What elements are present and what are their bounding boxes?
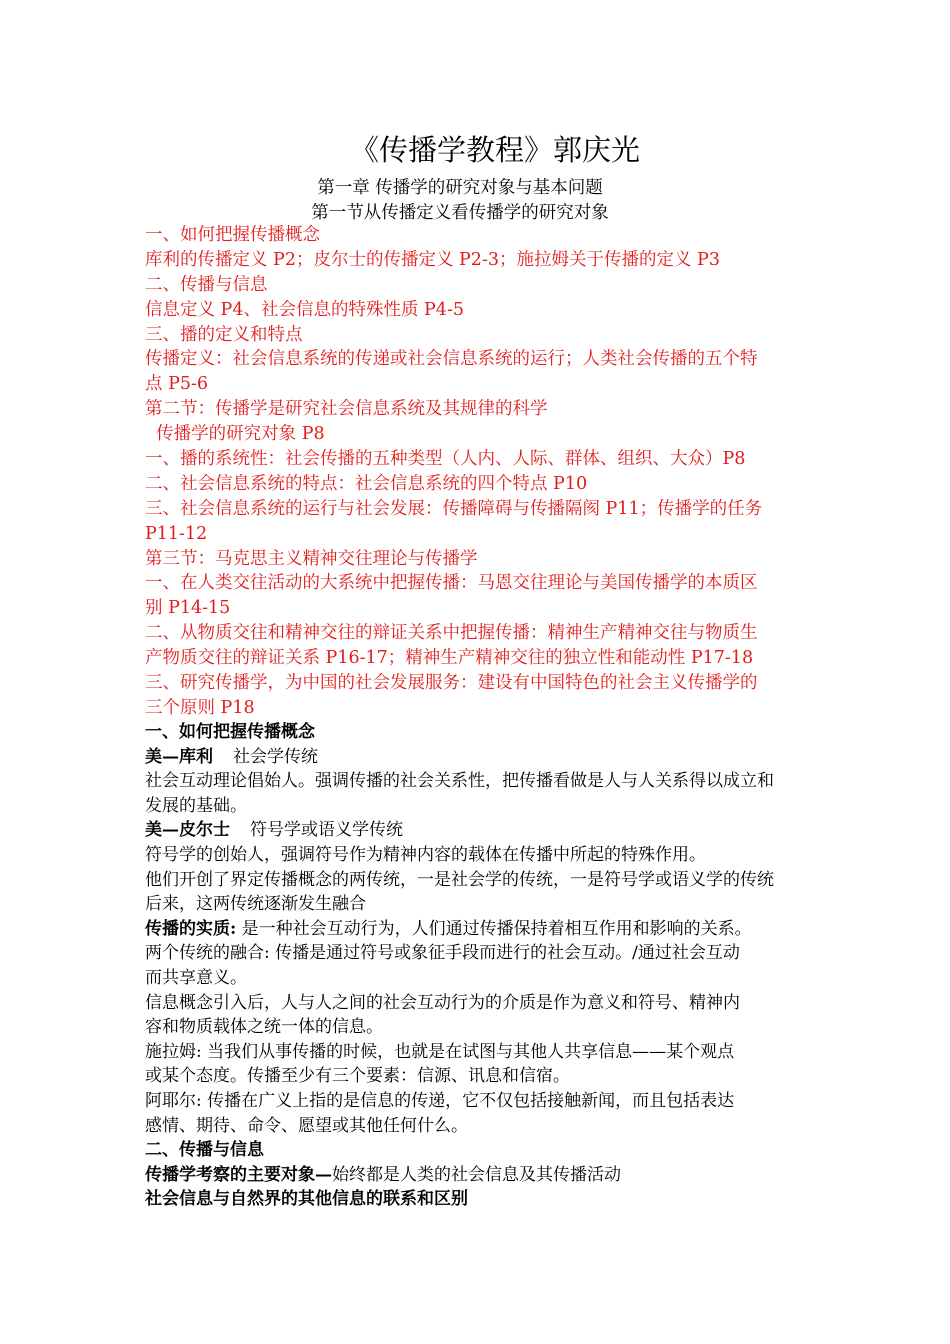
paragraph-line: 信息概念引入后，人与人之间的社会互动行为的介质是作为意义和符号、精神内 <box>145 992 740 1013</box>
outline-list <box>145 223 825 721</box>
paragraph-line: 社会互动理论倡始人。强调传播的社会关系性，把传播看做是人与人关系得以成立和 <box>145 771 774 792</box>
outline-line: 三个原则 P18 <box>145 697 255 718</box>
body-text <box>145 720 865 1212</box>
paragraph-line: 两个传统的融合: 传播是通过符号或象征手段而进行的社会互动。/通过社会互动 <box>145 943 740 964</box>
paragraph-line: 后来，这两传统逐渐发生融合 <box>145 894 366 915</box>
outline-line: 二、传播与信息 <box>145 274 268 295</box>
paragraph-line: 而共享意义。 <box>145 967 247 988</box>
outline-line: 二、从物质交往和精神交往的辩证关系中把握传播：精神生产精神交往与物质生 <box>145 623 758 644</box>
paragraph-line: 感情、期待、命令、愿望或其他任何什么。 <box>145 1115 468 1136</box>
paragraph-line: 符号学的创始人，强调符号作为精神内容的载体在传播中所起的特殊作用。 <box>145 844 706 865</box>
main-object-text: 始终都是人类的社会信息及其传播活动 <box>332 1164 621 1185</box>
paragraph-line: 容和物质载体之统一体的信息。 <box>145 1017 383 1038</box>
section-heading: 第一节从传播定义看传播学的研究对象 <box>311 203 609 223</box>
heading-concept: 一、如何把握传播概念 <box>145 722 315 742</box>
outline-line: 三、社会信息系统的运行与社会发展：传播障碍与传播隔阂 P11；传播学的任务 <box>145 498 763 519</box>
outline-line: 信息定义 P4、社会信息的特殊性质 P4-5 <box>145 299 464 320</box>
outline-line: 一、如何把握传播概念 <box>145 225 320 245</box>
essence-text: 是一种社会互动行为，人们通过传播保持着相互作用和影响的关系。 <box>236 918 752 939</box>
subheading-social-info: 社会信息与自然界的其他信息的联系和区别 <box>145 1189 468 1210</box>
outline-line: 库利的传播定义 P2；皮尔士的传播定义 P2-3；施拉姆关于传播的定义 P3 <box>145 249 720 270</box>
cooley-tradition: 社会学传统 <box>233 746 318 767</box>
outline-line: 一、在人类交往活动的大系统中把握传播：马恩交往理论与美国传播学的本质区 <box>145 573 758 594</box>
outline-line: 传播定义：社会信息系统的传递或社会信息系统的运行；人类社会传播的五个特 <box>145 349 758 370</box>
main-object-line <box>145 1163 865 1188</box>
outline-line: P11-12 <box>145 523 208 544</box>
essence-line <box>145 917 865 942</box>
outline-line: 三、播的定义和特点 <box>145 324 303 345</box>
peirce-line <box>145 818 865 843</box>
paragraph-line: 或某个态度。传播至少有三个要素：信源、讯息和信宿。 <box>145 1066 570 1087</box>
outline-line: 点 P5-6 <box>145 374 209 395</box>
outline-line: 一、播的系统性：社会传播的五种类型（人内、人际、群体、组织、大众）P8 <box>145 449 746 470</box>
main-object-label: 传播学考察的主要对象— <box>145 1164 332 1185</box>
cooley-name: 美—库利 <box>145 746 213 767</box>
paragraph-line: 阿耶尔: 传播在广义上指的是信息的传递，它不仅包括接触新闻，而且包括表达 <box>145 1090 735 1111</box>
peirce-tradition: 符号学或语义学传统 <box>250 820 403 841</box>
essence-label: 传播的实质: <box>145 918 237 939</box>
outline-line: 三、研究传播学，为中国的社会发展服务：建设有中国特色的社会主义传播学的 <box>145 673 758 694</box>
outline-line: 第三节：马克思主义精神交往理论与传播学 <box>145 548 478 569</box>
paragraph-line: 发展的基础。 <box>145 795 247 816</box>
paragraph-line: 施拉姆: 当我们从事传播的时候，也就是在试图与其他人共享信息——某个观点 <box>145 1041 735 1062</box>
outline-line: 别 P14-15 <box>145 598 231 619</box>
peirce-name: 美—皮尔士 <box>145 820 230 841</box>
outline-line: 传播学的研究对象 P8 <box>145 424 325 445</box>
document-title: 《传播学教程》郭庆光 <box>349 133 640 167</box>
outline-line: 第二节：传播学是研究社会信息系统及其规律的科学 <box>145 399 548 420</box>
heading-information: 二、传播与信息 <box>145 1140 264 1161</box>
outline-line: 产物质交往的辩证关系 P16-17；精神生产精神交往的独立性和能动性 P17-18 <box>145 648 754 669</box>
chapter-heading: 第一章 传播学的研究对象与基本问题 <box>317 178 603 198</box>
paragraph-line: 他们开创了界定传播概念的两传统，一是社会学的传统，一是符号学或语义学的传统 <box>145 869 774 890</box>
cooley-line <box>145 745 865 770</box>
outline-line: 二、社会信息系统的特点：社会信息系统的四个特点 P10 <box>145 473 588 494</box>
